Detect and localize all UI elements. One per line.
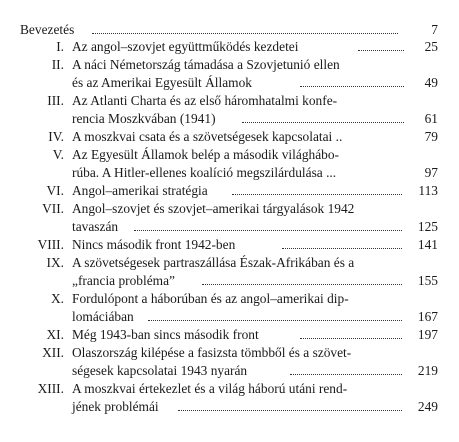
toc-entry-continuation bbox=[0, 272, 459, 289]
chapter-number: VIII. bbox=[37, 237, 64, 252]
toc-entry bbox=[0, 38, 459, 55]
chapter-number: I. bbox=[56, 39, 64, 54]
chapter-title-line: Még 1943-ban sincs második front bbox=[72, 327, 259, 342]
chapter-title-line: Az angol–szovjet együttműködés kezdetei bbox=[72, 39, 299, 54]
toc-entry-page: 97 bbox=[424, 165, 438, 180]
chapter-number: V. bbox=[52, 147, 64, 162]
chapter-title-line: Nincs második front 1942-ben bbox=[72, 237, 236, 252]
chapter-title-line: rúba. A Hitler-ellenes koalíció megszilárdulása ... bbox=[72, 165, 337, 180]
chapter-title-line: Olaszország kilépése a fasizsta tömbből és a szövet- bbox=[72, 345, 352, 360]
chapter-number: VII. bbox=[42, 201, 64, 216]
toc-entry bbox=[0, 92, 459, 109]
toc-entry-page: 249 bbox=[417, 399, 438, 414]
toc-entry-page: 167 bbox=[417, 309, 438, 324]
dot-leader bbox=[242, 122, 404, 123]
toc-entry bbox=[0, 326, 459, 343]
chapter-title-line: Az Egyesült Államok belép a második világhábo- bbox=[72, 147, 340, 162]
dot-leader bbox=[358, 50, 404, 51]
chapter-title-line: tavaszán bbox=[72, 219, 119, 234]
toc-entry-page: 125 bbox=[417, 219, 438, 234]
dot-leader bbox=[300, 86, 404, 87]
toc-entry-page: 141 bbox=[417, 237, 438, 252]
toc-entry-page: 7 bbox=[431, 22, 438, 37]
chapter-number: XI. bbox=[46, 327, 64, 342]
chapter-title-line: „francia probléma” bbox=[72, 273, 175, 288]
dot-leader bbox=[148, 320, 402, 321]
toc-entry-page: 219 bbox=[417, 363, 438, 378]
chapter-title-line: Az Atlanti Charta és az első háromhatalmi konfe- bbox=[72, 93, 338, 108]
chapter-title-line: A náci Németország támadása a Szovjetunió ellen bbox=[72, 57, 340, 72]
toc-entry-continuation bbox=[0, 74, 459, 91]
toc-entry-page: 25 bbox=[424, 39, 438, 54]
toc-entry-page: 61 bbox=[424, 111, 438, 126]
toc-entry-page: 155 bbox=[417, 273, 438, 288]
toc-entry-page: 113 bbox=[418, 183, 438, 198]
dot-leader bbox=[290, 374, 402, 375]
toc-entry-continuation bbox=[0, 218, 459, 235]
chapter-title-line: Fordulópont a háborúban és az angol–amerikai dip- bbox=[72, 291, 349, 306]
toc-entry-page: 197 bbox=[417, 327, 438, 342]
toc-entry bbox=[0, 200, 459, 217]
chapter-title-line: lomáciában bbox=[72, 309, 134, 324]
dot-leader bbox=[92, 33, 398, 34]
toc-entry bbox=[0, 128, 459, 145]
dot-leader bbox=[232, 194, 402, 195]
toc-entry bbox=[0, 254, 459, 271]
toc-entry bbox=[0, 146, 459, 163]
chapter-number: XIII. bbox=[37, 381, 64, 396]
toc-entry-continuation bbox=[0, 362, 459, 379]
dot-leader bbox=[134, 230, 402, 231]
chapter-title-line: rencia Moszkvában (1941) bbox=[72, 111, 216, 126]
toc-entry bbox=[0, 56, 459, 73]
toc-entry-continuation bbox=[0, 308, 459, 325]
chapter-number: XII. bbox=[42, 345, 64, 360]
toc-entry-intro bbox=[0, 21, 459, 38]
chapter-title-line: A moszkvai csata és a szövetségesek kapcsolatai .. bbox=[72, 129, 343, 144]
dot-leader bbox=[178, 410, 402, 411]
chapter-title-line: A moszkvai értekezlet és a világ háború utáni rend- bbox=[72, 381, 348, 396]
chapter-number: IV. bbox=[48, 129, 64, 144]
toc-entry-title: Bevezetés bbox=[20, 22, 75, 37]
dot-leader bbox=[202, 284, 402, 285]
chapter-title-line: Angol–szovjet és szovjet–amerikai tárgyalások 1942 bbox=[72, 201, 355, 216]
toc-entry-page: 79 bbox=[424, 129, 438, 144]
toc-entry-continuation bbox=[0, 164, 459, 181]
chapter-number: VI. bbox=[46, 183, 64, 198]
chapter-title-line: Angol–amerikai stratégia bbox=[72, 183, 208, 198]
dot-leader bbox=[300, 338, 402, 339]
chapter-number: II. bbox=[51, 57, 64, 72]
toc-entry bbox=[0, 182, 459, 199]
toc-entry bbox=[0, 290, 459, 307]
chapter-title-line: és az Amerikai Egyesült Államok bbox=[72, 75, 252, 90]
chapter-number: III. bbox=[47, 93, 64, 108]
chapter-title-line: jének problémái bbox=[72, 399, 159, 414]
toc-entry bbox=[0, 380, 459, 397]
toc-entry-page: 49 bbox=[424, 75, 438, 90]
toc-entry-continuation bbox=[0, 398, 459, 415]
toc-entry-continuation bbox=[0, 110, 459, 127]
chapter-number: X. bbox=[50, 291, 64, 306]
chapter-title-line: ségesek kapcsolatai 1943 nyarán bbox=[72, 363, 248, 378]
chapter-title-line: A szövetségesek partraszállása Észak-Afrikában és a bbox=[72, 255, 355, 270]
dot-leader bbox=[282, 248, 402, 249]
toc-entry bbox=[0, 236, 459, 253]
chapter-number: IX. bbox=[46, 255, 64, 270]
toc-entry bbox=[0, 344, 459, 361]
